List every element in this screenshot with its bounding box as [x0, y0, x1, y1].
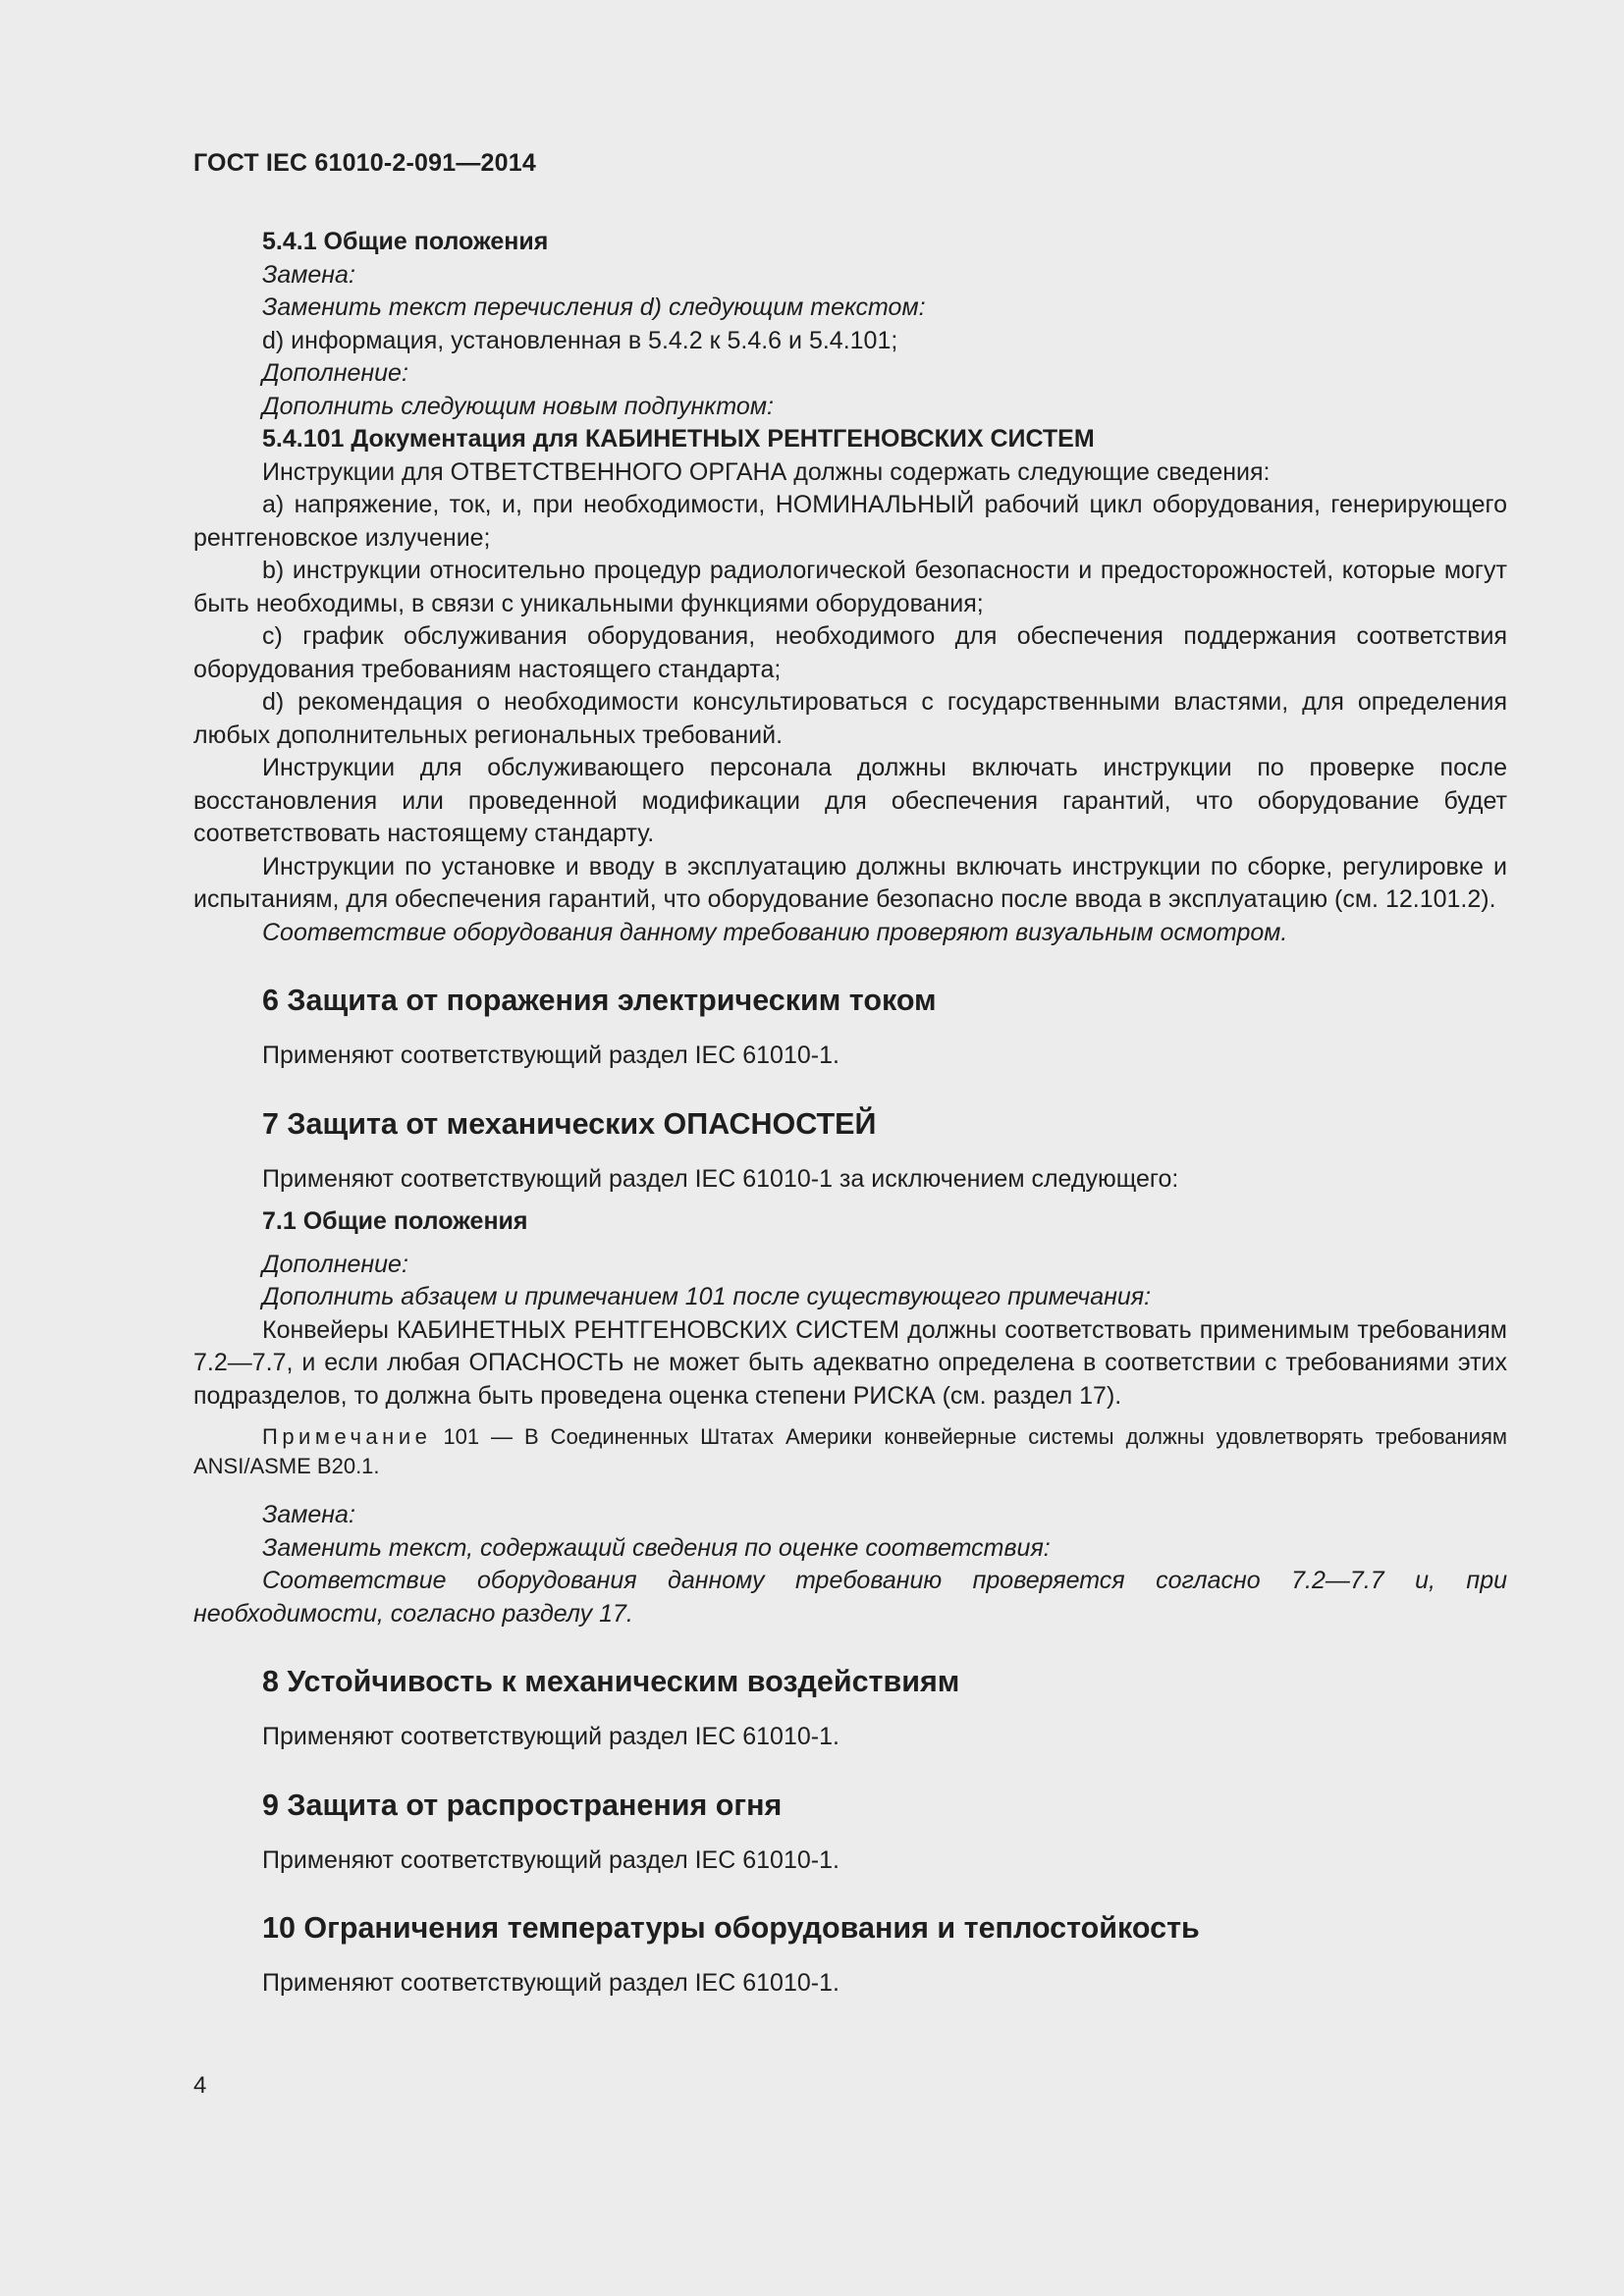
subsection-title-5-4-101: 5.4.101 Документация для КАБИНЕТНЫХ РЕНТГЕНОВСКИХ СИСТЕМ	[262, 425, 1095, 453]
compliance-statement: Соответствие оборудования данному требованию проверяют визуальным осмотром.	[262, 918, 1288, 946]
section-title-7: 7 Защита от механических ОПАСНОСТЕЙ	[262, 1106, 877, 1141]
list-item: d) рекомендация о необходимости консультироваться с государственными властями, для определения любых дополнительных региональных требований.	[193, 688, 1507, 749]
paragraph: Конвейеры КАБИНЕТНЫХ РЕНТГЕНОВСКИХ СИСТЕМ должны соответствовать применимым требованиям 7.2—7.7, и если любая ОПАСНОСТЬ не может быть адекватно определена в соответствии с требованиями этих подразделов, то должна быть проведена оценка степени РИСКА (см. раздел 17).	[193, 1315, 1507, 1410]
section-title-8: 8 Устойчивость к механическим воздействиям	[262, 1665, 960, 1698]
section-title-9: 9 Защита от распространения огня	[262, 1788, 783, 1822]
list-item: d) информация, установленная в 5.4.2 к 5.4.6 и 5.4.101;	[262, 326, 898, 354]
list-item: c) график обслуживания оборудования, необходимого для обеспечения поддержания соответствия оборудования требованиям настоящего стандарта;	[193, 622, 1507, 683]
note	[193, 1422, 1507, 1481]
instruction-line: Замена:	[262, 260, 355, 289]
subsection-title-5-4-1: 5.4.1 Общие положения	[262, 228, 549, 255]
paragraph: Применяют соответствующий раздел IEC 61010-1.	[262, 1969, 839, 1997]
instruction-line: Дополнение:	[262, 1250, 408, 1278]
document-body	[193, 226, 1507, 2001]
subsection-title-7-1: 7.1 Общие положения	[262, 1207, 528, 1235]
paragraph: Инструкции по установке и вводу в эксплуатацию должны включать инструкции по сборке, регулировке и испытаниям, для обеспечения гарантий, что оборудование безопасно после ввода в эксплуатацию (см. 12.101.2).	[193, 852, 1507, 913]
paragraph: Применяют соответствующий раздел IEC 61010-1.	[262, 1845, 839, 1874]
paragraph: Инструкции для обслуживающего персонала должны включать инструкции по проверке после восстановления или проведенной модификации для обеспечения гарантий, что оборудование будет соответствовать настоящему стандарту.	[193, 754, 1507, 847]
instruction-line: Дополнение:	[262, 359, 408, 387]
paragraph: Применяют соответствующий раздел IEC 61010-1.	[262, 1723, 839, 1750]
instruction-line: Заменить текст перечисления d) следующим текстом:	[262, 294, 926, 321]
paragraph: Применяют соответствующий раздел IEC 61010-1.	[262, 1041, 839, 1069]
note-label: Примечание	[262, 1424, 432, 1449]
instruction-line: Замена:	[262, 1501, 355, 1528]
list-item: a) напряжение, ток, и, при необходимости, НОМИНАЛЬНЫЙ рабочий цикл оборудования, генерирующего рентгеновское излучение;	[193, 491, 1507, 552]
section-title-10: 10 Ограничения температуры оборудования и теплостойкость	[262, 1911, 1200, 1945]
compliance-statement: Соответствие оборудования данному требованию проверяется согласно 7.2—7.7 и, при необходимости, согласно разделу 17.	[193, 1567, 1507, 1628]
instruction-line: Дополнить следующим новым подпунктом:	[262, 392, 774, 420]
note-text: 101 — В Соединенных Штатах Америки конвейерные системы должны удовлетворять требованиям ANSI/ASME B20.1.	[193, 1424, 1507, 1478]
paragraph: Инструкции для ОТВЕТСТВЕННОГО ОРГАНА должны содержать следующие сведения:	[262, 457, 1271, 486]
document-header: ГОСТ IEC 61010-2-091—2014	[193, 149, 536, 177]
instruction-line: Заменить текст, содержащий сведения по оценке соответствия:	[262, 1533, 1051, 1562]
list-item: b) инструкции относительно процедур радиологической безопасности и предосторожностей, которые могут быть необходимы, в связи с уникальными функциями оборудования;	[193, 557, 1507, 617]
instruction-line: Дополнить абзацем и примечанием 101 после существующего примечания:	[262, 1283, 1152, 1310]
page-number: 4	[193, 2072, 207, 2099]
paragraph: Применяют соответствующий раздел IEC 61010-1 за исключением следующего:	[262, 1164, 1179, 1193]
section-title-6: 6 Защита от поражения электрическим током	[262, 984, 937, 1017]
